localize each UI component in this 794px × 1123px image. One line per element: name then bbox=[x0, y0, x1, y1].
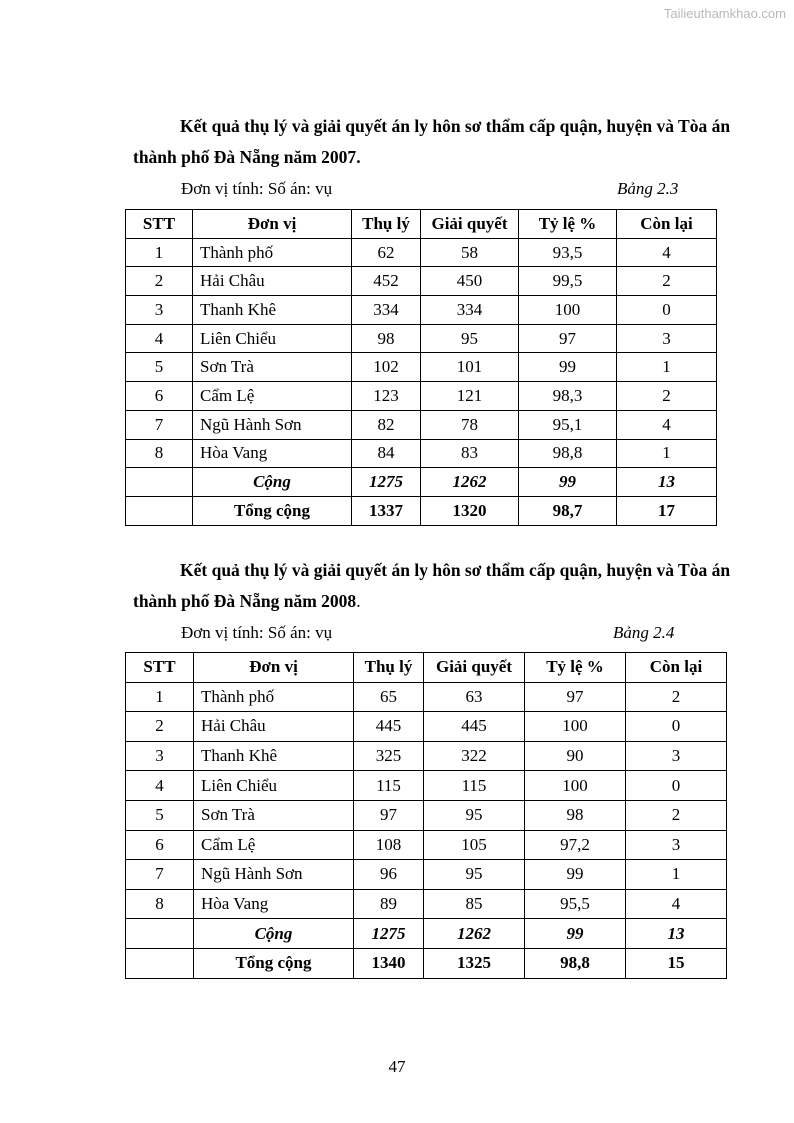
data-table-2-4 bbox=[125, 652, 727, 979]
cell-unit: Liên Chiểu bbox=[193, 324, 352, 353]
watermark: Tailieuthamkhao.com bbox=[663, 6, 786, 21]
cell-rate: 100 bbox=[519, 296, 617, 325]
cell-rate: 99,5 bbox=[519, 267, 617, 296]
cell-remaining: 0 bbox=[626, 771, 727, 801]
cell-remaining: 2 bbox=[617, 267, 717, 296]
cell-resolved: 1325 bbox=[424, 948, 525, 978]
cell-unit: Tổng cộng bbox=[193, 496, 352, 525]
cell-stt: 4 bbox=[126, 324, 193, 353]
cell-unit: Ngũ Hành Sơn bbox=[193, 410, 352, 439]
cell-resolved: 95 bbox=[424, 860, 525, 890]
cell-rate: 98,8 bbox=[519, 439, 617, 468]
cell-stt bbox=[126, 468, 193, 497]
cell-unit: Liên Chiểu bbox=[194, 771, 354, 801]
cell-stt bbox=[126, 496, 193, 525]
cell-accepted: 1275 bbox=[354, 919, 424, 949]
header-stt: STT bbox=[126, 653, 194, 683]
cell-accepted: 84 bbox=[352, 439, 421, 468]
cell-accepted: 325 bbox=[354, 741, 424, 771]
cell-stt bbox=[126, 948, 194, 978]
cell-accepted: 96 bbox=[354, 860, 424, 890]
cell-resolved: 121 bbox=[421, 382, 519, 411]
cell-remaining: 17 bbox=[617, 496, 717, 525]
cell-unit: Hòa Vang bbox=[193, 439, 352, 468]
cell-accepted: 452 bbox=[352, 267, 421, 296]
cell-resolved: 105 bbox=[424, 830, 525, 860]
cell-remaining: 3 bbox=[626, 830, 727, 860]
header-resolved: Giải quyết bbox=[421, 210, 519, 239]
cell-resolved: 1320 bbox=[421, 496, 519, 525]
table-row bbox=[126, 800, 727, 830]
cell-unit: Thành phố bbox=[194, 682, 354, 712]
cell-resolved: 1262 bbox=[421, 468, 519, 497]
cell-rate: 99 bbox=[525, 860, 626, 890]
cell-remaining: 2 bbox=[626, 682, 727, 712]
header-resolved: Giải quyết bbox=[424, 653, 525, 683]
cell-resolved: 101 bbox=[421, 353, 519, 382]
header-row bbox=[126, 210, 717, 239]
cell-remaining: 0 bbox=[626, 712, 727, 742]
cell-accepted: 82 bbox=[352, 410, 421, 439]
cell-resolved: 1262 bbox=[424, 919, 525, 949]
cell-unit: Hải Châu bbox=[193, 267, 352, 296]
cell-rate: 95,5 bbox=[525, 889, 626, 919]
cell-stt: 4 bbox=[126, 771, 194, 801]
cell-rate: 93,5 bbox=[519, 238, 617, 267]
cell-rate: 99 bbox=[519, 353, 617, 382]
subtotal-row bbox=[126, 468, 717, 497]
cell-rate: 100 bbox=[525, 712, 626, 742]
cell-rate: 98,8 bbox=[525, 948, 626, 978]
cell-stt: 8 bbox=[126, 889, 194, 919]
data-table-2-3 bbox=[125, 209, 717, 526]
cell-remaining: 15 bbox=[626, 948, 727, 978]
cell-resolved: 95 bbox=[421, 324, 519, 353]
cell-rate: 98,7 bbox=[519, 496, 617, 525]
cell-remaining: 4 bbox=[617, 410, 717, 439]
cell-resolved: 445 bbox=[424, 712, 525, 742]
cell-rate: 95,1 bbox=[519, 410, 617, 439]
table-row bbox=[126, 353, 717, 382]
table-row bbox=[126, 324, 717, 353]
table-row bbox=[126, 860, 727, 890]
header-remaining: Còn lại bbox=[617, 210, 717, 239]
table-row bbox=[126, 296, 717, 325]
cell-resolved: 83 bbox=[421, 439, 519, 468]
cell-accepted: 89 bbox=[354, 889, 424, 919]
table-row bbox=[126, 439, 717, 468]
cell-resolved: 322 bbox=[424, 741, 525, 771]
cell-stt: 2 bbox=[126, 267, 193, 296]
cell-rate: 98,3 bbox=[519, 382, 617, 411]
cell-accepted: 1337 bbox=[352, 496, 421, 525]
page-number: 47 bbox=[388, 1057, 406, 1076]
table-2-4-number: Bảng 2.4 bbox=[613, 623, 675, 642]
cell-unit: Cộng bbox=[193, 468, 352, 497]
cell-unit: Tổng cộng bbox=[194, 948, 354, 978]
cell-stt bbox=[126, 919, 194, 949]
header-stt: STT bbox=[126, 210, 193, 239]
header-unit: Đơn vị bbox=[193, 210, 352, 239]
table-row bbox=[126, 830, 727, 860]
cell-rate: 97 bbox=[525, 682, 626, 712]
cell-remaining: 3 bbox=[617, 324, 717, 353]
cell-stt: 7 bbox=[126, 860, 194, 890]
cell-stt: 8 bbox=[126, 439, 193, 468]
cell-unit: Hải Châu bbox=[194, 712, 354, 742]
cell-rate: 99 bbox=[525, 919, 626, 949]
cell-stt: 3 bbox=[126, 296, 193, 325]
cell-accepted: 62 bbox=[352, 238, 421, 267]
cell-accepted: 97 bbox=[354, 800, 424, 830]
cell-stt: 3 bbox=[126, 741, 194, 771]
table-row bbox=[126, 889, 727, 919]
subtotal-row bbox=[126, 919, 727, 949]
cell-unit: Sơn Trà bbox=[193, 353, 352, 382]
header-rate: Tỷ lệ % bbox=[519, 210, 617, 239]
cell-rate: 90 bbox=[525, 741, 626, 771]
cell-accepted: 108 bbox=[354, 830, 424, 860]
header-rate: Tỷ lệ % bbox=[525, 653, 626, 683]
cell-unit: Sơn Trà bbox=[194, 800, 354, 830]
cell-remaining: 13 bbox=[626, 919, 727, 949]
cell-resolved: 63 bbox=[424, 682, 525, 712]
cell-unit: Thành phố bbox=[193, 238, 352, 267]
cell-resolved: 95 bbox=[424, 800, 525, 830]
header-unit: Đơn vị bbox=[194, 653, 354, 683]
cell-unit: Cộng bbox=[194, 919, 354, 949]
cell-remaining: 2 bbox=[626, 800, 727, 830]
cell-accepted: 445 bbox=[354, 712, 424, 742]
cell-resolved: 85 bbox=[424, 889, 525, 919]
cell-accepted: 98 bbox=[352, 324, 421, 353]
cell-resolved: 58 bbox=[421, 238, 519, 267]
table-row bbox=[126, 238, 717, 267]
cell-stt: 5 bbox=[126, 800, 194, 830]
cell-remaining: 0 bbox=[617, 296, 717, 325]
cell-remaining: 2 bbox=[617, 382, 717, 411]
cell-rate: 97,2 bbox=[525, 830, 626, 860]
cell-rate: 100 bbox=[525, 771, 626, 801]
cell-resolved: 450 bbox=[421, 267, 519, 296]
cell-unit: Thanh Khê bbox=[194, 741, 354, 771]
cell-stt: 2 bbox=[126, 712, 194, 742]
cell-rate: 99 bbox=[519, 468, 617, 497]
table-row bbox=[126, 410, 717, 439]
table-row bbox=[126, 267, 717, 296]
cell-accepted: 123 bbox=[352, 382, 421, 411]
header-accepted: Thụ lý bbox=[354, 653, 424, 683]
cell-unit: Cẩm Lệ bbox=[193, 382, 352, 411]
cell-rate: 98 bbox=[525, 800, 626, 830]
cell-remaining: 3 bbox=[626, 741, 727, 771]
cell-remaining: 13 bbox=[617, 468, 717, 497]
cell-stt: 1 bbox=[126, 682, 194, 712]
table-2-4-heading: Kết quả thụ lý và giải quyết án ly hôn sơ thẩm cấp quận, huyện và Tòa án thành phố Đà Nẵng năm 2008. bbox=[133, 560, 731, 611]
cell-stt: 7 bbox=[126, 410, 193, 439]
cell-resolved: 78 bbox=[421, 410, 519, 439]
cell-accepted: 1340 bbox=[354, 948, 424, 978]
total-row bbox=[126, 496, 717, 525]
cell-stt: 6 bbox=[126, 382, 193, 411]
cell-stt: 5 bbox=[126, 353, 193, 382]
cell-accepted: 115 bbox=[354, 771, 424, 801]
cell-accepted: 102 bbox=[352, 353, 421, 382]
cell-unit: Cẩm Lệ bbox=[194, 830, 354, 860]
cell-remaining: 1 bbox=[617, 439, 717, 468]
cell-accepted: 65 bbox=[354, 682, 424, 712]
table-row bbox=[126, 382, 717, 411]
cell-accepted: 1275 bbox=[352, 468, 421, 497]
cell-rate: 97 bbox=[519, 324, 617, 353]
cell-accepted: 334 bbox=[352, 296, 421, 325]
cell-remaining: 1 bbox=[626, 860, 727, 890]
table-row bbox=[126, 682, 727, 712]
cell-unit: Hòa Vang bbox=[194, 889, 354, 919]
cell-remaining: 4 bbox=[617, 238, 717, 267]
table-2-3-heading: Kết quả thụ lý và giải quyết án ly hôn sơ thẩm cấp quận, huyện và Tòa án thành phố Đà Nẵng năm 2007. bbox=[133, 116, 731, 167]
table-2-3-number: Bảng 2.3 bbox=[617, 179, 679, 198]
table-2-3-unit: Đơn vị tính: Số án: vụ bbox=[181, 179, 333, 198]
header-row bbox=[126, 653, 727, 683]
header-remaining: Còn lại bbox=[626, 653, 727, 683]
cell-unit: Thanh Khê bbox=[193, 296, 352, 325]
table-row bbox=[126, 771, 727, 801]
total-row bbox=[126, 948, 727, 978]
cell-remaining: 1 bbox=[617, 353, 717, 382]
cell-stt: 1 bbox=[126, 238, 193, 267]
cell-resolved: 334 bbox=[421, 296, 519, 325]
table-row bbox=[126, 741, 727, 771]
cell-remaining: 4 bbox=[626, 889, 727, 919]
cell-stt: 6 bbox=[126, 830, 194, 860]
cell-resolved: 115 bbox=[424, 771, 525, 801]
table-row bbox=[126, 712, 727, 742]
table-2-4-unit: Đơn vị tính: Số án: vụ bbox=[181, 623, 333, 642]
cell-unit: Ngũ Hành Sơn bbox=[194, 860, 354, 890]
header-accepted: Thụ lý bbox=[352, 210, 421, 239]
